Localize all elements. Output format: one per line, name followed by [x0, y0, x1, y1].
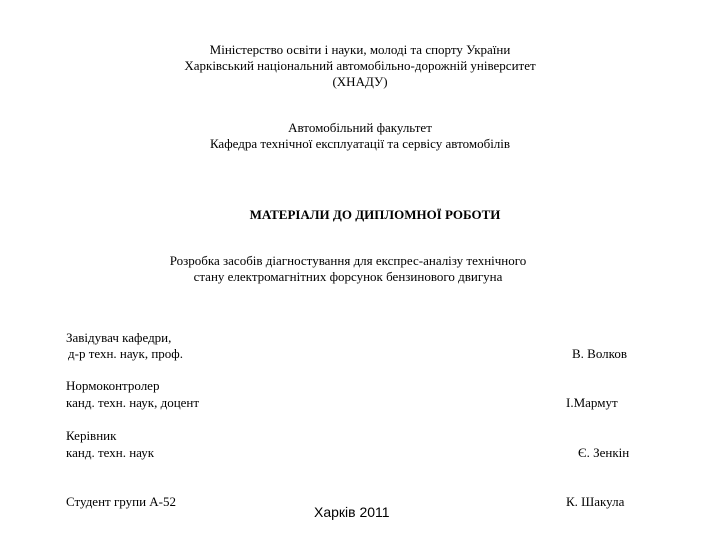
- supervisor-name: Є. Зенкін: [578, 445, 630, 460]
- supervisor-role: Керівник: [66, 428, 117, 443]
- norm-name: І.Мармут: [566, 395, 618, 410]
- topic-line-1: Розробка засобів діагностування для експрес-аналізу технічного: [169, 253, 527, 268]
- supervisor-degree: канд. техн. наук: [66, 445, 155, 460]
- student-role: Студент групи А-52: [66, 494, 177, 509]
- city-year: Харків 2011: [314, 504, 390, 520]
- faculty-line: Автомобільний факультет: [288, 120, 432, 135]
- head-role: Завідувач кафедри,: [66, 330, 172, 345]
- department-line: Кафедра технічної експлуатації та сервісу автомобілів: [209, 136, 511, 151]
- student-name: К. Шакула: [566, 494, 625, 509]
- document-title: МАТЕРІАЛИ ДО ДИПЛОМНОЇ РОБОТИ: [249, 207, 501, 222]
- head-name: В. Волков: [572, 346, 627, 361]
- university-abbr: (ХНАДУ): [332, 74, 388, 89]
- head-degree: д-р техн. наук, проф.: [68, 346, 183, 361]
- norm-degree: канд. техн. наук, доцент: [66, 395, 200, 410]
- university-line: Харківський національний автомобільно-дорожній університет: [184, 58, 536, 73]
- topic-line-2: стану електромагнітних форсунок бензинового двигуна: [193, 269, 503, 284]
- ministry-line: Міністерство освіти і науки, молоді та спорту України: [209, 42, 511, 57]
- norm-role: Нормоконтролер: [66, 378, 160, 393]
